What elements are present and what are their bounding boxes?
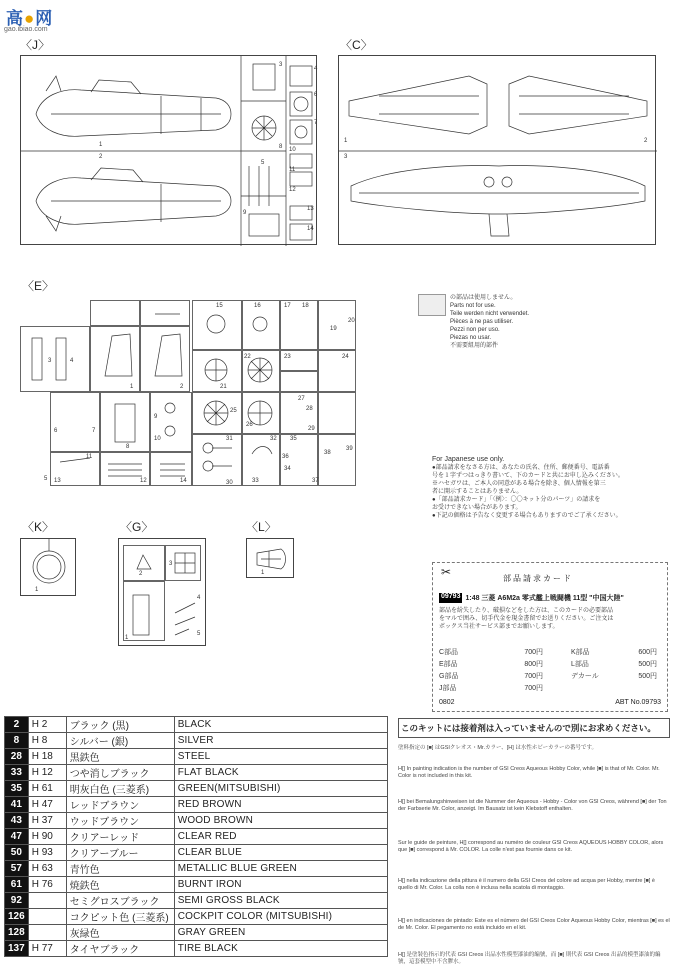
color-name-en: METALLIC BLUE GREEN	[174, 861, 387, 877]
note-it: H[] nella indicazione della pittura è il numero della GSI Creos del colore ad acqua per Hobby, mentre [■] è quello di Mr. Color. La colla non è inclusa nella scatola di montaggio.	[398, 878, 655, 891]
color-name-en: CLEAR RED	[174, 829, 387, 845]
color-name-en: STEEL	[174, 749, 387, 765]
sprue-e	[20, 296, 358, 492]
part-j13: 13	[307, 206, 314, 212]
part-e12: 12	[140, 478, 147, 484]
order-card: ✂ 部品請求カード 09793 1:48 三菱 A6M2a 零式艦上戦闘機 11型 "中国大陸" 部品を紛失したり、破損などをした方は、このカードの必要部品 をマルで囲み、切手代金を現金書留でお送りください。ご注文は ボックス当社サービス部までお願いします。 C部品 700円 K部品 600円 E部品 800円 L部品 500円 G部品 700円 デカール 500円 J部品 700円 0802 ABT No.09793	[432, 562, 668, 712]
note-cn: H[] 是塗裝色指示的代表 GSI Creos 出品水性模型漆油的編號，而 [■] 則代表 GSI Creos 出品的模型漆油的編號，這套模型中不含膠水。	[398, 952, 661, 965]
unused-parts-legend: の部品は使用しません。 Parts not for use. Teile werden nicht verwendet. Pièces à ne pas utiliser. Pezzi non per uso. Piezas no usar. 不需要組用的部件	[450, 295, 530, 349]
part-g4: 4	[197, 595, 201, 601]
part-e16: 16	[254, 303, 261, 309]
hobby-code: H 77	[28, 941, 66, 957]
part-e2: 2	[180, 384, 184, 390]
color-name-jp: 明灰白色 (三菱系)	[66, 781, 174, 797]
hobby-code: H 18	[28, 749, 66, 765]
hobby-code: H 61	[28, 781, 66, 797]
color-name-jp: 焼鉄色	[66, 877, 174, 893]
part-e35: 35	[290, 436, 297, 442]
hobby-code: H 37	[28, 813, 66, 829]
part-j1: 1	[99, 142, 103, 148]
part-e5: 5	[44, 476, 48, 482]
part-e17: 17	[284, 303, 291, 309]
no-glue-banner: このキットには接着剤は入っていませんので別にお求めください。	[398, 718, 670, 738]
part-e13: 13	[54, 478, 61, 484]
order-card-heading: 09793 1:48 三菱 A6M2a 零式艦上戦闘機 11型 "中国大陸"	[441, 593, 624, 602]
color-row	[5, 877, 388, 893]
color-row	[5, 861, 388, 877]
part-e6: 6	[54, 428, 58, 434]
scissors-icon: ✂	[441, 565, 452, 579]
part-c1: 1	[344, 138, 348, 144]
group-l-label: 〈L〉	[246, 520, 277, 534]
hobby-code	[28, 909, 66, 925]
part-e26: 26	[246, 422, 253, 428]
part-e22: 22	[244, 354, 251, 360]
color-name-jp: コクピット色 (三菱系)	[66, 909, 174, 925]
color-name-en: BLACK	[174, 717, 387, 733]
note-fr: Sur le guide de peinture, H[] correspond au numéro de couleur GSI Creos AQUEOUS HOBBY COLOR, alors que [■] correspond à Mr. COLOR. La colle n'est pas fournie dans ce kit.	[398, 840, 664, 853]
part-e10: 10	[154, 436, 161, 442]
color-number: 137	[5, 941, 29, 957]
color-name-en: BURNT IRON	[174, 877, 387, 893]
part-c2: 2	[644, 138, 648, 144]
part-j7: 7	[314, 120, 318, 126]
part-e20: 20	[348, 318, 355, 324]
order-card-footer-left: 0802	[439, 699, 455, 706]
part-g3: 3	[169, 561, 173, 567]
part-j8: 8	[279, 144, 283, 150]
hobby-code: H 90	[28, 829, 66, 845]
sprue-c	[338, 55, 656, 245]
color-name-en: FLAT BLACK	[174, 765, 387, 781]
color-number: 92	[5, 893, 29, 909]
group-g-label: 〈G〉	[120, 520, 154, 534]
hobby-code	[28, 925, 66, 941]
color-name-jp: つや消しブラック	[66, 765, 174, 781]
part-e14: 14	[180, 478, 187, 484]
note-de: H[] bei Bemalungshinweisen ist die Nummer der Aqueous - Hobby - Color von GSI Creos, während [■] der Ton der Farbserie Mr. Color, anzeigt. Im Bausatz ist kein Klebstoff enthalten.	[398, 799, 667, 812]
part-g5: 5	[197, 631, 201, 637]
part-e25: 25	[230, 408, 237, 414]
color-row	[5, 797, 388, 813]
part-j2: 2	[99, 154, 103, 160]
color-row	[5, 925, 388, 941]
color-row	[5, 765, 388, 781]
part-j9: 9	[243, 210, 247, 216]
hobby-code: H 93	[28, 845, 66, 861]
color-number: 28	[5, 749, 29, 765]
color-row	[5, 749, 388, 765]
color-name-en: CLEAR BLUE	[174, 845, 387, 861]
part-e30: 30	[226, 480, 233, 486]
color-row	[5, 733, 388, 749]
part-e18: 18	[302, 303, 309, 309]
japan-notice: For Japanese use only. ●部品請求をなさる方は、あなたの氏名、住所、郵便番号、電話番 号を１字ずつはっきり書いて、下のカードと共にお申し込みください。 ※ハセガワは、ご本人の同意がある場合を除き、個人情報を第三 者に開示することはありません。 ●「部品請求カード」「〈例〉：〇〇キット分のパーツ」の請求を お受けできない場合があります。 ●下記の価格は予告なく変更する場合もありますのでご了承ください。	[432, 456, 624, 519]
part-c3: 3	[344, 154, 348, 160]
color-row	[5, 829, 388, 845]
color-name-jp: タイヤブラック	[66, 941, 174, 957]
color-name-en: SILVER	[174, 733, 387, 749]
part-e21: 21	[220, 384, 227, 390]
part-k1: 1	[35, 587, 39, 593]
part-e31: 31	[226, 436, 233, 442]
color-number: 57	[5, 861, 29, 877]
color-name-jp: シルバー (銀)	[66, 733, 174, 749]
color-name-jp: ブラック (黒)	[66, 717, 174, 733]
order-card-desc: 部品を紛失したり、破損などをした方は、このカードの必要部品 をマルで囲み、切手代金を現金書留でお送りください。ご注文は ボックス当社サービス部までお願いします。	[439, 608, 614, 630]
color-name-en: GRAY GREEN	[174, 925, 387, 941]
color-row	[5, 845, 388, 861]
color-number: 50	[5, 845, 29, 861]
color-name-en: TIRE BLACK	[174, 941, 387, 957]
part-e28: 28	[306, 406, 313, 412]
part-e1: 1	[130, 384, 134, 390]
color-name-jp: ウッドブラウン	[66, 813, 174, 829]
watermark-logo: 高●网	[6, 9, 54, 28]
color-number: 33	[5, 765, 29, 781]
part-e7: 7	[92, 428, 96, 434]
part-e4: 4	[70, 358, 74, 364]
part-j14: 14	[307, 226, 314, 232]
order-card-title: 部品請求カード	[503, 574, 573, 583]
hobby-code	[28, 893, 66, 909]
hobby-code: H 2	[28, 717, 66, 733]
color-name-jp: 灰緑色	[66, 925, 174, 941]
hobby-code: H 47	[28, 797, 66, 813]
part-j4: 4	[314, 66, 318, 72]
part-e34: 34	[284, 466, 291, 472]
part-e32: 32	[270, 436, 277, 442]
color-row	[5, 813, 388, 829]
part-g1: 1	[125, 635, 129, 641]
color-number: 128	[5, 925, 29, 941]
color-number: 35	[5, 781, 29, 797]
part-e9: 9	[154, 414, 158, 420]
part-e33: 33	[252, 478, 259, 484]
note-jp: 塗料指定の [■] はGSIクレオス・Mr.カラー、[H] は水性ホビーカラーの番号です。	[398, 745, 598, 751]
sprue-l	[246, 538, 294, 578]
part-e8: 8	[126, 444, 130, 450]
color-row	[5, 717, 388, 733]
color-number: 8	[5, 733, 29, 749]
part-e15: 15	[216, 303, 223, 309]
watermark-url: gao.ibiao.com	[4, 26, 48, 33]
part-e37: 37	[312, 478, 319, 484]
color-name-jp: クリアーレッド	[66, 829, 174, 845]
hobby-code: H 76	[28, 877, 66, 893]
color-name-jp: 青竹色	[66, 861, 174, 877]
part-e29: 29	[308, 426, 315, 432]
hobby-code: H 8	[28, 733, 66, 749]
order-card-footer-right: ABT No.09793	[615, 699, 661, 706]
color-number: 2	[5, 717, 29, 733]
color-row	[5, 941, 388, 957]
note-en: H[] In painting indication is the number of GSI Creos Aqueous Hobby Color, while [■] is that of Mr. Color. Mr. Color is not included in this kit.	[398, 766, 660, 779]
part-e38: 38	[324, 450, 331, 456]
color-name-en: WOOD BROWN	[174, 813, 387, 829]
group-j-label: 〈J〉	[20, 38, 51, 52]
color-name-jp: セミグロスブラック	[66, 893, 174, 909]
color-row	[5, 893, 388, 909]
group-e-label: 〈E〉	[22, 279, 55, 293]
sprue-k	[20, 538, 76, 596]
part-e23: 23	[284, 354, 291, 360]
hobby-code: H 63	[28, 861, 66, 877]
color-name-en: RED BROWN	[174, 797, 387, 813]
part-j5: 5	[261, 160, 265, 166]
part-l1: 1	[261, 570, 265, 576]
note-es: H[] en indicaciones de pintado: Este es el número del GSI Creos Color Aqueous Hobby Color, mientras [■] es el de Mr. Color. El pegamento no está incluido en el kit.	[398, 918, 670, 931]
group-c-label: 〈C〉	[340, 38, 373, 52]
color-row	[5, 909, 388, 925]
color-name-jp: レッドブラウン	[66, 797, 174, 813]
part-e11: 11	[86, 454, 93, 460]
color-number: 41	[5, 797, 29, 813]
part-j3: 3	[279, 62, 283, 68]
part-j10: 10	[289, 147, 296, 153]
sprue-j	[20, 55, 317, 245]
part-e3: 3	[48, 358, 52, 364]
part-g2: 2	[139, 571, 143, 577]
color-name-jp: クリアーブルー	[66, 845, 174, 861]
part-j11: 11	[289, 167, 296, 173]
color-row	[5, 781, 388, 797]
color-number: 43	[5, 813, 29, 829]
group-k-label: 〈K〉	[22, 520, 55, 534]
part-e19: 19	[330, 326, 337, 332]
part-j12: 12	[289, 187, 296, 193]
part-e27: 27	[298, 396, 305, 402]
color-table	[4, 716, 388, 957]
part-j6: 6	[314, 92, 318, 98]
color-number: 61	[5, 877, 29, 893]
color-name-jp: 黒鉄色	[66, 749, 174, 765]
part-e39: 39	[346, 446, 353, 452]
color-name-en: COCKPIT COLOR (MITSUBISHI)	[174, 909, 387, 925]
color-number: 47	[5, 829, 29, 845]
color-number: 126	[5, 909, 29, 925]
part-e24: 24	[342, 354, 349, 360]
hobby-code: H 12	[28, 765, 66, 781]
unused-parts-swatch	[418, 294, 446, 316]
part-e36: 36	[282, 454, 289, 460]
sprue-g	[118, 538, 206, 646]
color-name-en: SEMI GROSS BLACK	[174, 893, 387, 909]
color-name-en: GREEN(MITSUBISHI)	[174, 781, 387, 797]
